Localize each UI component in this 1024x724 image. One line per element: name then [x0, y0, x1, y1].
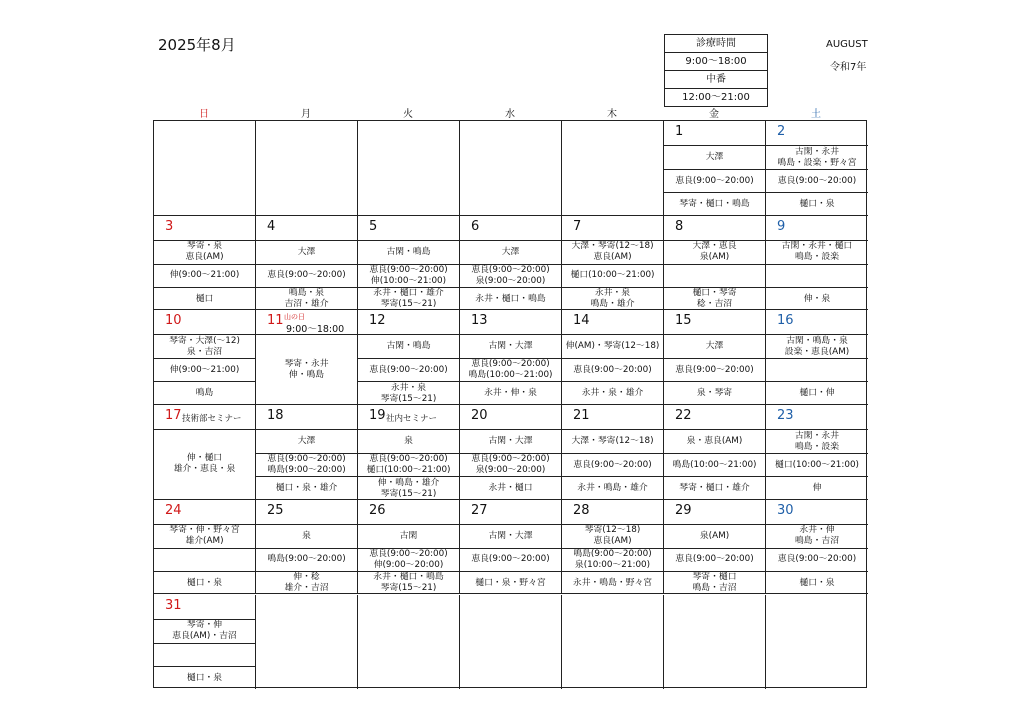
shift-line: 鳴島(10:00～21:00) [672, 459, 757, 470]
day-number: 8 [675, 218, 684, 234]
shift-line: 大澤 [297, 246, 316, 257]
shift-line: 樋口・泉 [799, 199, 835, 209]
weekday-thu: 木 [607, 109, 617, 120]
shift-line: 恵良(9:00～20:00) [675, 364, 754, 375]
day-cell[interactable] [358, 500, 460, 595]
weekday-sun: 日 [199, 109, 209, 120]
day-cell[interactable] [766, 500, 868, 595]
shift-line: 泉(9:00～20:00) [475, 465, 546, 476]
day-number: 19 [369, 408, 386, 424]
day-cell[interactable] [664, 121, 766, 216]
shift-line: 古閑・永井 [795, 430, 839, 441]
shift-slot-day [154, 524, 255, 548]
shift-slot-mid [358, 264, 459, 287]
shift-slot-day [664, 240, 765, 264]
shift-line: 鳴島・設楽 [795, 252, 839, 263]
shift-line: 恵良(9:00～20:00) [675, 554, 754, 565]
shift-line: 琴寄・樋口 [692, 572, 737, 583]
shift-line: 琴寄・樋口・雄介 [679, 483, 750, 494]
era-year: 令和7年 [830, 62, 867, 73]
shift-slot-day [358, 334, 459, 358]
shift-slot-mid [766, 358, 868, 381]
empty-day-cell [562, 121, 664, 216]
day-number: 28 [573, 502, 590, 518]
hours-mid-shift-label: 中番 [665, 71, 767, 89]
shift-slot-day [256, 240, 357, 264]
shift-slot-other [358, 571, 459, 595]
shift-slot-other [664, 571, 765, 595]
shift-line: 永井・樋口 [488, 483, 533, 494]
empty-day-cell [358, 595, 460, 690]
shift-slot-day [562, 334, 663, 358]
day-cell[interactable] [664, 500, 766, 595]
shift-line: 古閑・大澤 [488, 530, 533, 541]
shift-line: 吉沼・雄介 [284, 299, 329, 310]
shift-slot-day [766, 240, 868, 264]
day-number: 14 [573, 313, 590, 329]
shift-slot-day [154, 619, 255, 643]
shift-slot-other [358, 287, 459, 311]
shift-line: 伸・樋口 [186, 453, 223, 464]
shift-slot-day [766, 145, 868, 169]
shift-line: 伸 [812, 483, 822, 494]
day-number: 12 [369, 313, 386, 329]
shift-line: 恵良(9:00～20:00) [267, 454, 346, 465]
shift-slot-mid [154, 264, 255, 287]
day-number: 31 [165, 597, 182, 613]
shift-slot-day [664, 334, 765, 358]
empty-day-cell [358, 121, 460, 216]
day-number: 20 [471, 408, 488, 424]
day-number: 22 [675, 408, 692, 424]
shift-line: 鳴島(9:00～20:00) [267, 554, 346, 565]
day-cell[interactable] [766, 405, 868, 500]
shift-line: 古閑・永井・樋口 [781, 241, 853, 252]
shift-line: 琴寄・永井 [284, 358, 329, 369]
holiday-hours: 9:00～18:00 [286, 324, 345, 336]
shift-line: 樋口 [195, 293, 214, 304]
shift-line: 鳴島・雄介 [590, 299, 635, 310]
shift-slot-day [154, 240, 255, 264]
shift-slot-other [256, 571, 357, 595]
day-cell[interactable] [256, 310, 358, 405]
shift-slot-other [460, 381, 561, 405]
shift-slot-day [562, 524, 663, 548]
shift-slot-day [460, 240, 561, 264]
shift-line: 泉(10:00～21:00) [574, 559, 651, 570]
shift-line: 恵良(9:00～20:00) [573, 459, 652, 470]
day-cell[interactable] [256, 500, 358, 595]
shift-line: 古閑・大澤 [488, 436, 533, 447]
shift-line: 伸(9:00～20:00) [373, 559, 444, 570]
shift-line: 設楽・恵良(AM) [784, 346, 850, 357]
shift-slot-mid [154, 643, 255, 666]
shift-line: 樋口(10:00～21:00) [366, 465, 451, 476]
shift-slot-mid [664, 358, 765, 381]
shift-line: 鳴島(9:00～20:00) [267, 465, 346, 476]
shift-slot-mid [460, 548, 561, 571]
day-cell[interactable] [154, 216, 256, 311]
day-cell[interactable] [154, 405, 256, 500]
shift-line: 鳴島・泉 [288, 288, 325, 299]
shift-slot-mid [766, 264, 868, 287]
shift-slot-other [154, 666, 255, 690]
shift-slot-other [562, 287, 663, 311]
shift-line: 永井・泉・雄介 [581, 388, 644, 399]
shift-line: 泉(AM) [699, 530, 730, 541]
day-number: 6 [471, 218, 480, 234]
weekday-mon: 月 [301, 109, 311, 120]
shift-slot-other [460, 476, 561, 500]
shift-slot-day [664, 524, 765, 548]
clinic-hours-box [664, 34, 768, 107]
day-number: 18 [267, 408, 284, 424]
shift-slot-mid [256, 264, 357, 287]
shift-line: 雄介(AM) [185, 536, 224, 547]
empty-day-cell [664, 595, 766, 690]
shift-slot-other [358, 381, 459, 405]
shift-line: 永井・泉 [594, 288, 631, 299]
shift-line: 古閑・大澤 [488, 341, 533, 352]
shift-slot-other [154, 381, 255, 405]
shift-slot-day [358, 240, 459, 264]
shift-line: 樋口・泉 [186, 672, 223, 683]
day-event-note: 技術部セミナー [182, 414, 242, 425]
shift-line: 樋口・泉・雄介 [275, 483, 338, 494]
holiday-name: 山の日 [284, 313, 305, 322]
shift-line: 樋口・泉・野々宮 [475, 577, 546, 588]
shift-line: 大澤 [297, 436, 316, 447]
shift-line: 古閑 [399, 530, 418, 541]
day-number: 21 [573, 408, 590, 424]
weekday-tue: 火 [403, 109, 413, 120]
day-cell[interactable] [358, 310, 460, 405]
shift-slot-other [766, 381, 868, 405]
day-cell[interactable] [154, 595, 256, 690]
shift-slot-day [460, 524, 561, 548]
shift-line: 永井・樋口・鳴島 [373, 572, 444, 583]
shift-line: 稔・吉沼 [696, 299, 733, 310]
shift-slot-day [664, 429, 765, 453]
day-cell[interactable] [358, 405, 460, 500]
shift-line: 琴寄・伸 [186, 620, 223, 630]
shift-line: 伸(10:00～21:00) [370, 275, 447, 286]
shift-slot-mid [664, 264, 765, 287]
shift-slot-other [766, 192, 868, 216]
shift-slot-other [256, 287, 357, 311]
shift-line: 恵良(9:00～20:00) [471, 454, 550, 465]
shift-slot-other [664, 192, 765, 216]
day-cell[interactable] [460, 500, 562, 595]
day-cell[interactable] [460, 310, 562, 405]
empty-day-cell [562, 595, 664, 690]
shift-slot-day [766, 524, 868, 548]
shift-slot-mid [562, 264, 663, 287]
empty-day-cell [256, 121, 358, 216]
day-cell[interactable] [460, 216, 562, 311]
weekday-wed: 水 [505, 109, 515, 120]
shift-slot-other [460, 287, 561, 311]
shift-line: 恵良(9:00～20:00) [573, 364, 652, 375]
shift-line: 泉(AM) [699, 252, 730, 263]
shift-slot-other [766, 476, 868, 500]
shift-line: 恵良(9:00～20:00) [369, 264, 448, 275]
shift-slot-day [460, 429, 561, 453]
day-cell[interactable] [562, 310, 664, 405]
shift-slot-mid [256, 453, 357, 476]
shift-line: 泉 [302, 530, 311, 541]
day-number: 7 [573, 218, 582, 234]
shift-line: 古閑・鳴島 [386, 246, 431, 257]
shift-slot-day [562, 240, 663, 264]
shift-line: 大澤・恵良 [692, 241, 737, 252]
shift-slot-mid [358, 548, 459, 571]
shift-line: 鳴島・設楽・野々宮 [777, 157, 857, 168]
shift-line: 恵良(9:00～20:00) [471, 359, 550, 370]
day-cell[interactable] [562, 216, 664, 311]
day-number: 23 [777, 408, 794, 424]
hours-regular: 9:00～18:00 [665, 53, 767, 71]
shift-line: 恵良(9:00～20:00) [369, 548, 448, 559]
shift-line: 雄介・恵良・泉 [173, 464, 236, 475]
shift-line: 鳴島(10:00～21:00) [468, 370, 553, 381]
day-number: 11 [267, 313, 284, 329]
shift-line: 琴寄・大澤(～12) [169, 335, 240, 346]
day-number: 29 [675, 502, 692, 518]
day-cell[interactable] [664, 216, 766, 311]
shift-slot-mid [460, 358, 561, 381]
shift-line: 恵良(AM)・吉沼 [172, 631, 237, 641]
shift-line: 恵良(AM) [593, 536, 632, 547]
day-number: 25 [267, 502, 284, 518]
shift-slot-merged [256, 334, 357, 404]
day-number: 5 [369, 218, 378, 234]
shift-slot-other [766, 287, 868, 311]
shift-slot-mid [664, 548, 765, 571]
shift-line: 永井・鳴島・野々宮 [572, 577, 653, 588]
shift-slot-mid [358, 358, 459, 381]
day-number: 10 [165, 313, 182, 329]
shift-line: 鳴島・吉沼 [692, 583, 737, 594]
day-cell[interactable] [664, 405, 766, 500]
day-number: 13 [471, 313, 488, 329]
shift-slot-other [154, 287, 255, 311]
shift-line: 伸・鳴島 [288, 369, 325, 380]
shift-slot-other [154, 571, 255, 595]
shift-line: 伸(AM)・琴寄(12～18) [565, 341, 660, 352]
shift-line: 琴寄(12～18) [584, 525, 641, 536]
shift-line: 樋口・泉 [186, 577, 223, 588]
shift-line: 大澤 [705, 341, 724, 352]
shift-slot-mid [766, 453, 868, 476]
day-number: 24 [165, 502, 182, 518]
shift-slot-day [256, 524, 357, 548]
shift-line: 琴寄(15～21) [380, 393, 437, 404]
day-number: 4 [267, 218, 276, 234]
day-number: 30 [777, 502, 794, 518]
shift-slot-other [664, 287, 765, 311]
shift-line: 恵良(9:00～20:00) [369, 454, 448, 465]
day-cell[interactable] [766, 216, 868, 311]
day-number: 26 [369, 502, 386, 518]
shift-line: 伸(9:00～21:00) [169, 270, 240, 281]
shift-line: 恵良(9:00～20:00) [471, 264, 550, 275]
shift-line: 琴寄(15～21) [380, 488, 437, 499]
empty-day-cell [154, 121, 256, 216]
shift-slot-day [256, 429, 357, 453]
shift-line: 雄介・吉沼 [284, 583, 329, 594]
shift-slot-other [562, 476, 663, 500]
shift-line: 伸・泉 [803, 293, 831, 304]
shift-line: 鳴島・吉沼 [795, 536, 839, 547]
day-cell[interactable] [766, 310, 868, 405]
month-english: AUGUST [826, 39, 868, 50]
shift-line: 恵良(AM) [185, 252, 224, 263]
shift-slot-mid [460, 264, 561, 287]
shift-line: 琴寄(15～21) [380, 583, 437, 594]
shift-slot-mid [154, 358, 255, 381]
weekday-fri: 金 [709, 109, 719, 120]
shift-slot-day [664, 145, 765, 169]
shift-slot-mid [664, 169, 765, 192]
hours-label: 診療時間 [665, 35, 767, 53]
shift-line: 琴寄(15～21) [380, 299, 437, 310]
shift-slot-other [766, 571, 868, 595]
shift-slot-other [664, 381, 765, 405]
shift-slot-mid [460, 453, 561, 476]
shift-line: 恵良(9:00～20:00) [675, 175, 754, 186]
day-number: 16 [777, 313, 794, 329]
shift-line: 樋口(10:00～21:00) [775, 459, 859, 470]
shift-line: 鳴島 [195, 388, 214, 399]
shift-slot-other [358, 476, 459, 500]
shift-line: 樋口・琴寄 [692, 288, 737, 299]
shift-line: 泉(9:00～20:00) [475, 275, 546, 286]
shift-slot-mid [562, 358, 663, 381]
day-number: 9 [777, 218, 786, 234]
shift-line: 泉 [404, 436, 413, 447]
shift-slot-day [562, 429, 663, 453]
shift-line: 大澤 [705, 152, 724, 162]
shift-slot-merged [154, 429, 255, 499]
shift-line: 泉・恵良(AM) [686, 436, 743, 447]
shift-line: 琴寄・伸・野々宮 [169, 525, 240, 536]
empty-day-cell [460, 121, 562, 216]
day-cell[interactable] [562, 405, 664, 500]
shift-line: 伸(9:00～21:00) [169, 364, 240, 375]
day-number: 15 [675, 313, 692, 329]
shift-slot-mid [766, 548, 868, 571]
empty-day-cell [256, 595, 358, 690]
shift-line: 琴寄・樋口・鳴島 [679, 199, 750, 209]
shift-line: 伸・鳴島・雄介 [377, 477, 440, 488]
shift-line: 古閑・永井 [795, 146, 839, 157]
shift-line: 永井・樋口・雄介 [373, 288, 444, 299]
hours-mid-shift: 12:00～21:00 [682, 92, 750, 103]
shift-slot-other [562, 381, 663, 405]
shift-line: 鳴島・設楽 [795, 441, 839, 452]
shift-slot-day [358, 524, 459, 548]
shift-slot-mid [358, 453, 459, 476]
day-event-note: 社内セミナー [386, 414, 438, 425]
day-cell[interactable] [256, 405, 358, 500]
shift-slot-day [766, 429, 868, 453]
day-number: 1 [675, 124, 684, 139]
shift-slot-other [256, 476, 357, 500]
shift-line: 樋口・伸 [799, 388, 835, 399]
shift-slot-day [358, 429, 459, 453]
shift-line: 恵良(9:00～20:00) [369, 364, 448, 375]
shift-line: 永井・伸・泉 [484, 388, 537, 399]
day-cell[interactable] [460, 405, 562, 500]
shift-line: 大澤・琴寄(12～18) [571, 436, 654, 447]
day-number: 17 [165, 408, 182, 424]
shift-line: 永井・泉 [390, 382, 427, 393]
day-cell[interactable] [256, 216, 358, 311]
shift-line: 恵良(9:00～20:00) [267, 270, 346, 281]
shift-line: 樋口・泉 [799, 577, 835, 588]
day-cell[interactable] [154, 500, 256, 595]
day-number: 2 [777, 124, 786, 139]
shift-line: 恵良(AM) [593, 252, 632, 263]
shift-slot-other [460, 571, 561, 595]
shift-slot-other [562, 571, 663, 595]
calendar-grid [153, 120, 867, 688]
day-cell[interactable] [154, 310, 256, 405]
shift-line: 鳴島(9:00～20:00) [573, 548, 652, 559]
shift-line: 永井・伸 [799, 525, 835, 536]
shift-line: 泉・琴寄 [696, 388, 733, 399]
shift-line: 泉・吉沼 [186, 346, 223, 357]
shift-line: 大澤 [501, 246, 520, 257]
shift-line: 恵良(9:00～20:00) [471, 554, 550, 565]
shift-slot-mid [256, 548, 357, 571]
empty-day-cell [460, 595, 562, 690]
shift-slot-mid [766, 169, 868, 192]
shift-line: 伸・稔 [293, 572, 320, 583]
shift-slot-mid [562, 453, 663, 476]
day-cell[interactable] [766, 121, 868, 216]
shift-line: 永井・樋口・鳴島 [475, 293, 546, 304]
shift-line: 恵良(9:00～20:00) [777, 554, 857, 565]
day-cell[interactable] [664, 310, 766, 405]
shift-line: 樋口(10:00～21:00) [570, 270, 655, 281]
day-cell[interactable] [358, 216, 460, 311]
page-title: 2025年8月 [158, 36, 236, 54]
shift-slot-other [664, 476, 765, 500]
shift-line: 琴寄・泉 [186, 241, 223, 252]
shift-line: 古閑・鳴島 [386, 341, 431, 352]
shift-line: 大澤・琴寄(12～18) [571, 241, 654, 252]
shift-slot-day [766, 334, 868, 358]
empty-day-cell [766, 595, 868, 690]
day-number: 3 [165, 218, 174, 234]
shift-slot-day [154, 334, 255, 358]
day-cell[interactable] [562, 500, 664, 595]
shift-line: 古閑・鳴島・泉 [786, 335, 848, 346]
shift-slot-mid [664, 453, 765, 476]
weekday-sat: 土 [811, 109, 821, 120]
shift-slot-mid [154, 548, 255, 571]
day-number: 27 [471, 502, 488, 518]
shift-slot-mid [562, 548, 663, 571]
shift-slot-day [460, 334, 561, 358]
shift-line: 恵良(9:00～20:00) [777, 175, 857, 186]
shift-line: 永井・鳴島・雄介 [577, 483, 648, 494]
